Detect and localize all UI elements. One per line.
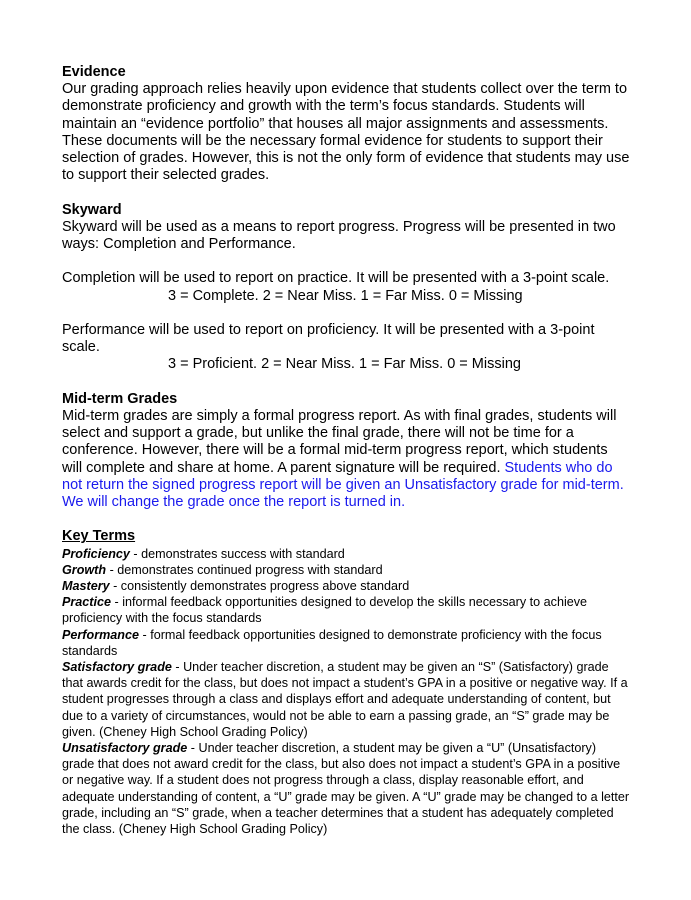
key-term-definition: - demonstrates success with standard — [129, 546, 345, 561]
skyward-intro: Skyward will be used as a means to report progress. Progress will be presented in two ways: Completion and Performance. — [62, 218, 616, 253]
completion-text: Completion will be used to report on practice. It will be presented with a 3-point scale. — [62, 270, 610, 287]
key-terms-section — [62, 528, 630, 837]
performance-text: Performance will be used to report on proficiency. It will be presented with a 3-point scale. — [62, 322, 595, 356]
midterm-heading: Mid-term Grades — [62, 390, 178, 407]
key-term-item — [62, 627, 630, 659]
key-term-name: Unsatisfactory grade — [62, 741, 188, 756]
key-term-item — [62, 562, 630, 578]
key-term-item — [62, 740, 630, 837]
midterm-highlight: Students who do not return the signed progress report will be given an Unsatisfactory grade for mid-term. We will change the grade once the report is turned in. — [62, 459, 624, 511]
key-term-name: Performance — [62, 627, 139, 642]
performance-scale: 3 = Proficient. 2 = Near Miss. 1 = Far Miss. 0 = Missing — [168, 356, 521, 373]
key-term-item — [62, 578, 630, 594]
key-term-definition: - consistently demonstrates progress above standard — [109, 579, 410, 594]
completion-scale: 3 = Complete. 2 = Near Miss. 1 = Far Miss. 0 = Missing — [168, 287, 523, 304]
document-page — [62, 64, 630, 837]
evidence-heading: Evidence — [62, 64, 126, 80]
key-term-name: Satisfactory grade — [62, 660, 172, 675]
midterm-section — [62, 391, 630, 511]
key-term-item — [62, 594, 630, 626]
key-term-name: Proficiency — [62, 546, 130, 561]
key-term-item — [62, 546, 630, 562]
key-term-definition: - Under teacher discretion, a student may be given a “U” (Unsatisfactory) grade that does not award credit for the class, but also does not impact a student’s GPA in a positive or negative way. If a student does not progress through a class, display reasonable effort, and adequate understanding of content, a “U” grade may be given. A “U” grade may be changed to a letter grade, including an “S” grade, when a teacher determines that a student has adequately completed the class. (Cheney High School Grading Policy) — [62, 741, 630, 837]
key-term-name: Growth — [62, 562, 107, 577]
midterm-text: Mid-term grades are simply a formal progress report. As with final grades, students will select and support a grade, but unlike the final grade, there will not be time for a conference. However, there will be a formal mid-term progress report, which students will complete and share at home. A parent signature will be required. — [62, 408, 617, 476]
key-term-definition: - Under teacher discretion, a student may be given an “S” (Satisfactory) grade that awards credit for the class, but does not impact a student’s GPA in a positive or negative way. If a student progresses through a class and displays effort and adequate understanding of content, but due to a variety of circumstances, would not be able to earn a passing grade, an “S” grade may be given. (Cheney High School Grading Policy) — [62, 660, 628, 739]
key-terms-list — [62, 546, 630, 838]
skyward-heading: Skyward — [62, 201, 122, 218]
midterm-body — [62, 408, 630, 511]
skyward-section — [62, 202, 630, 374]
evidence-section — [62, 64, 630, 184]
key-term-name: Mastery — [62, 579, 110, 594]
evidence-body: Our grading approach relies heavily upon evidence that students collect over the term to demonstrate proficiency and growth with the term’s focus standards. Students will maintain an “evidence portfolio” that houses all major assignments and assessments. These documents will be the necessary formal evidence for students to support their selection of grades. However, this is not the only form of evidence that students may use to support their selected grades. — [62, 81, 630, 184]
key-terms-heading: Key Terms — [62, 528, 136, 545]
key-term-definition: - demonstrates continued progress with standard — [106, 562, 383, 577]
key-term-item — [62, 659, 630, 740]
key-term-definition: - formal feedback opportunities designed to demonstrate proficiency with the focus standards — [62, 627, 602, 658]
key-term-definition: - informal feedback opportunities designed to develop the skills necessary to achieve proficiency with the focus standards — [62, 595, 588, 626]
key-term-name: Practice — [62, 595, 112, 610]
